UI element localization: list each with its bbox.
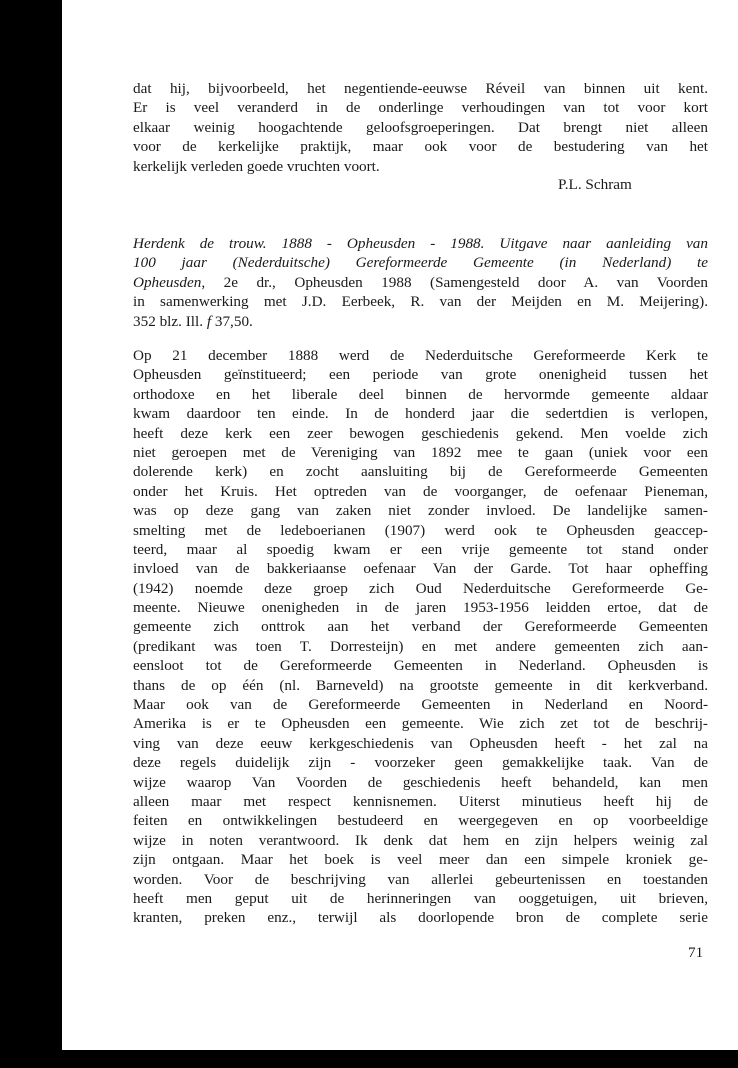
body-line: ving van deze eeuw kerkgeschiedenis van Opheusden heeft - het zal na [133,734,708,752]
intro-line: Er is veel veranderd in de onderlinge verhoudingen van tot voor kort [133,99,708,117]
body-line: niet geroepen met de Vereniging van 1892 mee te gaan (uniek voor een [133,443,708,461]
review-body [133,346,708,928]
heading-title-end: Opheusden [133,273,202,291]
florin-symbol: f [206,312,212,330]
body-line: eensloot tot de Gereformeerde Gemeenten in Nederland. Opheusden is [133,657,708,675]
intro-line: dat hij, bijvoorbeeld, het negentiende-eeuwse Réveil van binnen uit kent. [133,80,708,97]
document-page [62,0,738,1050]
body-line: Opheusden geïnstitueerd; een periode van grote onenigheid tussen het [133,366,708,384]
body-line: Op 21 december 1888 werd de Nederduitsche Gereformeerde Kerk te [133,347,708,364]
body-line: meente. Nieuwe onenigheden in de jaren 1953-1956 leidden ertoe, dat de [133,599,708,617]
intro-paragraph [133,79,708,176]
body-line: (predikant was toen T. Dorresteijn) en met andere gemeenten zich aan- [133,637,708,655]
intro-line: kerkelijk verleden goede vruchten voort. [133,157,380,175]
heading-line [133,312,708,331]
heading-line: in samenwerking met J.D. Eerbeek, R. van der Meijden en M. Meijering). [133,293,708,311]
body-line: teerd, maar al spoedig kwam er een vrije gemeente tot stand onder [133,540,708,558]
heading-price: 37,50. [211,312,253,330]
heading-line: Herdenk de trouw. 1888 - Opheusden - 1988. Uitgave naar aanleiding van [133,235,708,252]
heading-line: 100 jaar (Nederduitsche) Gereformeerde Gemeente (in Nederland) te [133,254,708,272]
heading-publication-info: , 2e dr., Opheusden 1988 (Samengesteld door A. van Voorden [201,273,708,291]
body-line: thans de op één (nl. Barneveld) na grootste gemeente in dit kerkverband. [133,676,708,694]
body-line: wijze waarop Van Voorden de geschiedenis heeft behandeld, kan men [133,773,708,791]
body-line: kwam daardoor ten einde. In de honderd jaar die sedertdien is verlopen, [133,405,708,423]
body-line: dolerende kerk) en zocht aansluiting bij de Gereformeerde Gemeenten [133,463,708,481]
body-line: (1942) noemde deze groep zich Oud Nederduitsche Gereformeerde Ge- [133,579,708,597]
body-line: was op deze gang van zaken niet zonder invloed. De landelijke samen- [133,502,708,520]
body-line: heeft men geput uit de herinneringen van ooggetuigen, uit brieven, [133,889,708,907]
body-line: zijn ontgaan. Maar het boek is veel meer dan een simpele kroniek ge- [133,851,708,869]
body-line: deze regels duidelijk zijn - voorzeker geen gemakkelijke taak. Van de [133,754,708,772]
intro-line: voor de kerkelijke praktijk, maar ook voor de bestudering van het [133,138,708,156]
heading-pages: 352 blz. Ill. [133,312,207,330]
body-line: Maar ook van de Gereformeerde Gemeenten in Nederland en Noord- [133,696,708,714]
body-line: alleen maar met respect kennisnemen. Uiterst minutieus heeft hij de [133,792,708,810]
body-line: worden. Voor de beschrijving van allerlei gebeurtenissen en toestanden [133,870,708,888]
page-number: 71 [688,944,704,961]
body-line: Amerika is er te Opheusden een gemeente. Wie zich zet tot de beschrij- [133,715,708,733]
intro-line: elkaar weinig hoogachtende geloofsgroeperingen. Dat brengt niet alleen [133,118,708,136]
body-line: wijze in noten verantwoord. Ik denk dat hem en zijn helpers weinig zal [133,831,708,849]
review-heading [133,234,708,331]
body-line: orthodoxe en het liberale deel binnen de hervormde gemeente aldaar [133,385,708,403]
body-line: onder het Kruis. Het optreden van de voorganger, de oefenaar Pieneman, [133,482,708,500]
body-line: gemeente zich onttrok aan het verband der Gereformeerde Gemeenten [133,618,708,636]
body-line: heeft deze kerk een zeer bewogen geschiedenis gekend. Men voelde zich [133,424,708,442]
body-line: feiten en ontwikkelingen bestudeerd en weergegeven en op voorbeeldige [133,812,708,830]
reviewer-signature: P.L. Schram [558,176,632,193]
body-line: kranten, preken enz., terwijl als doorlopende bron de complete serie [133,909,708,927]
heading-line [133,273,708,292]
body-line: invloed van de bakkeriaanse oefenaar Van der Garde. Tot haar opheffing [133,560,708,578]
body-line: smelting met de ledeboerianen (1907) werd ook te Opheusden geaccep- [133,521,708,539]
